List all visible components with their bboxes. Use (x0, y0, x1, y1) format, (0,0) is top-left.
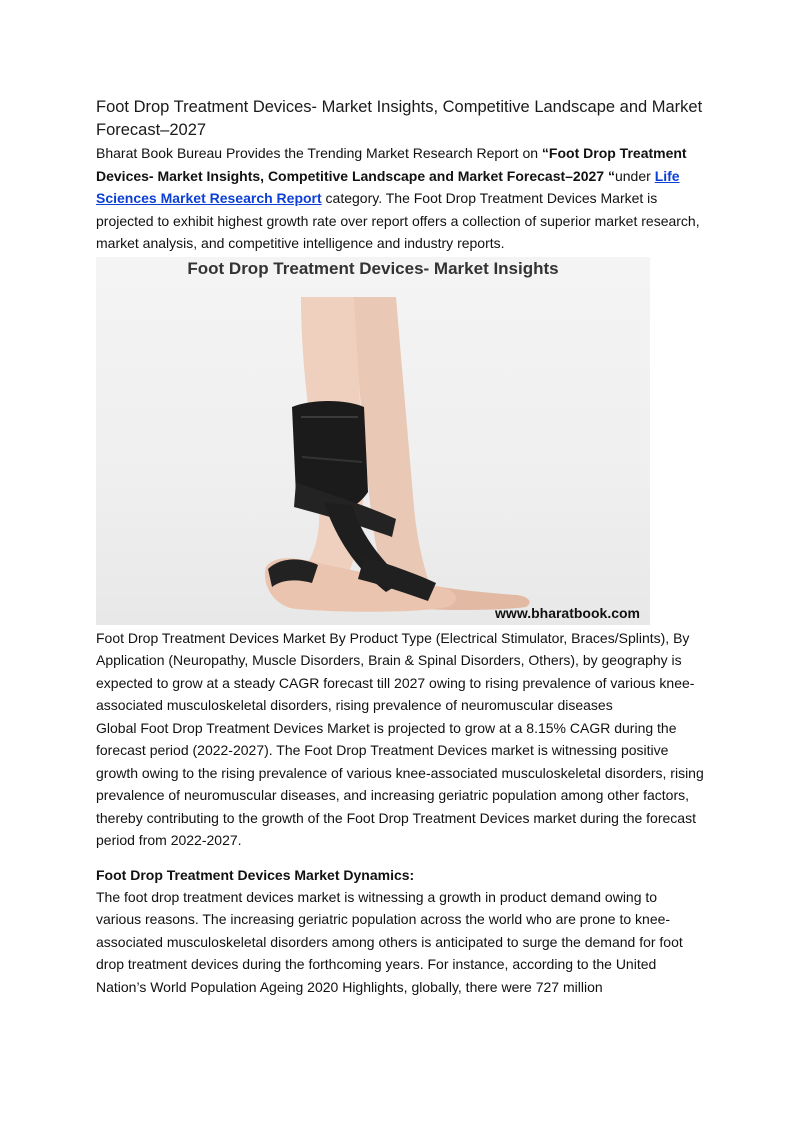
image-title: Foot Drop Treatment Devices- Market Insights (187, 258, 559, 278)
section-heading: Foot Drop Treatment Devices Market Dynamics: (96, 866, 415, 883)
market-dynamics-paragraph: The foot drop treatment devices market is witnessing a growth in product demand owing to various reasons. The increasing geriatric population across the world who are prone to knee-associated musculoskeletal disorders among others is anticipated to surge the demand for foot drop treatment devices during the forthcoming years. For instance, according to the United Nation’s World Population Ageing 2020 Highlights, globally, there were 727 million (96, 888, 683, 995)
product-image (96, 257, 650, 625)
intro-text-before: Bharat Book Bureau Provides the Trending Market Research Report on (96, 145, 542, 161)
market-growth-paragraph: Global Foot Drop Treatment Devices Market is projected to grow at a 8.15% CAGR during the forecast period (2022-2027). The Foot Drop Treatment Devices market is witnessing positive growth owing to the rising prevalence of various knee-associated musculoskeletal disorders, rising prevalence of neuromuscular diseases, and increasing geriatric population among other factors, thereby contributing to the growth of the Foot Drop Treatment Devices market during the forecast period from 2022-2027. (96, 719, 704, 848)
image-watermark: www.bharatbook.com (495, 604, 640, 621)
intro-under: under (614, 167, 655, 184)
ankle-brace-illustration (96, 257, 650, 625)
category-link[interactable]: Life Sciences Market Research Report (96, 167, 680, 206)
market-overview-paragraph: Foot Drop Treatment Devices Market By Product Type (Electrical Stimulator, Braces/Splints), By Application (Neuropathy, Muscle Disorders, Brain & Spinal Disorders, Others), by geography is expected to grow at a steady CAGR forecast till 2027 owing to rising prevalence of various knee-associated musculoskeletal disorders, rising prevalence of neuromuscular diseases (96, 629, 695, 713)
intro-text-after: category. The Foot Drop Treatment Devices Market is projected to exhibit highest growth rate over report offers a collection of superior market research, market analysis, and competitive intelligence and industry reports. (96, 190, 700, 251)
document-page (96, 96, 706, 998)
intro-paragraph (96, 142, 706, 255)
document-title: Foot Drop Treatment Devices- Market Insights, Competitive Landscape and Market Forecast–2027 (96, 98, 703, 139)
intro-bold-quote: “Foot Drop Treatment Devices- Market Insights, Competitive Landscape and Market Forecast–2027 “ (96, 145, 687, 184)
